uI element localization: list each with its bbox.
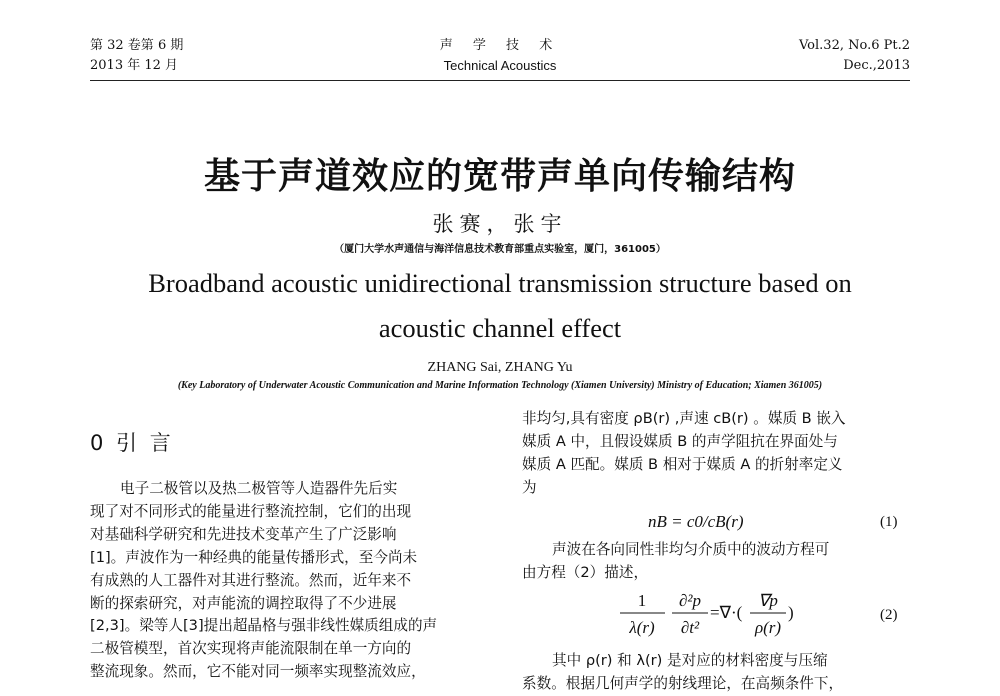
- paragraph-line: 其中 ρ(r) 和 λ(r) 是对应的材料密度与压缩: [552, 652, 828, 669]
- paragraph-line: 为: [522, 478, 537, 496]
- paragraph-line: 二极管模型，首次实现将声能流限制在单一方向的: [90, 640, 412, 658]
- authors-en: ZHANG Sai, ZHANG Yu: [427, 360, 573, 375]
- eq2-one: 1: [637, 591, 647, 610]
- affiliation-cn: （厦门大学水声通信与海洋信息技术教育部重点实验室，厦门，361005）: [334, 244, 666, 255]
- equation-2-number: (2): [880, 607, 898, 623]
- title-en-line2: acoustic channel effect: [378, 313, 622, 343]
- header-rule: [90, 80, 910, 81]
- paragraph-line: 整流现象。然而，它不能对同一频率实现整流效应，: [90, 663, 426, 681]
- title-cn: 基于声道效应的宽带声单向传输结构: [203, 156, 796, 197]
- paragraph-line: 声波在各向同性非均匀介质中的波动方程可: [552, 541, 830, 558]
- equation-1: nB = c0/cB(r): [648, 512, 744, 531]
- right-column-3: [522, 650, 912, 696]
- right-column-2: [522, 539, 912, 585]
- eq2-lambda: λ(r): [629, 618, 655, 637]
- journal-date: 2013 年 12 月: [90, 58, 179, 73]
- eq2-gradp: ∇p: [758, 591, 778, 610]
- section-heading: 0 引 言: [90, 431, 174, 455]
- eq2-d2p: ∂²p: [679, 591, 701, 610]
- eq2-equals: =∇·(: [710, 603, 743, 622]
- paragraph-line: 由方程（2）描述，: [522, 563, 649, 581]
- journal-volume: Vol.32, No.6 Pt.2: [798, 38, 910, 53]
- equation-2: [610, 588, 830, 648]
- left-column: [90, 478, 480, 684]
- equation-1-number: (1): [880, 514, 898, 530]
- eq2-close: ): [788, 603, 794, 622]
- paragraph-line: 媒质 A 匹配。媒质 B 相对于媒质 A 的折射率定义: [522, 455, 843, 473]
- eq2-dt2: ∂t²: [680, 618, 700, 637]
- paragraph-line: 对基础科学研究和先进技术变革产生了广泛影响: [90, 525, 397, 543]
- paragraph-line: [1]。声波作为一种经典的能量传播形式，至今尚未: [90, 548, 418, 566]
- paragraph-line: 媒质 A 中，且假设媒质 B 的声学阻抗在界面处与: [522, 432, 838, 450]
- paragraph-line: 有成熟的人工器件对其进行整流。然而，近年来不: [90, 571, 412, 589]
- paragraph-line: 非均匀,具有密度 ρB(r) ,声速 cB(r) 。媒质 B 嵌入: [522, 410, 846, 427]
- paragraph-line: [2,3]。梁等人[3]提出超晶格与强非线性媒质组成的声: [90, 617, 438, 635]
- affiliation-en: (Key Laboratory of Underwater Acoustic Communication and Marine Information Technology (Xiamen University) Ministry of Education; Xiamen 361005): [177, 380, 823, 391]
- journal-issue: 第 32 卷第 6 期: [90, 38, 184, 53]
- paragraph-line: 断的探索研究，对声能流的调控取得了不少进展: [90, 594, 397, 612]
- paragraph-line: 电子二极管以及热二极管等人造器件先后实: [120, 480, 398, 497]
- journal-name-cn: 声 学 技 术: [439, 38, 561, 53]
- authors-cn: 张赛，张宇: [432, 212, 568, 236]
- paragraph-line: 系数。根据几何声学的射线理论，在高频条件下，: [522, 674, 844, 692]
- eq2-rho: ρ(r): [754, 618, 782, 637]
- right-column: [522, 408, 912, 500]
- title-en-line1: Broadband acoustic unidirectional transmission structure based on: [148, 268, 852, 298]
- journal-name-en: Technical Acoustics: [443, 58, 557, 73]
- paragraph-line: 现了对不同形式的能量进行整流控制，它们的出现: [90, 502, 412, 520]
- journal-date-en: Dec.,2013: [843, 58, 910, 73]
